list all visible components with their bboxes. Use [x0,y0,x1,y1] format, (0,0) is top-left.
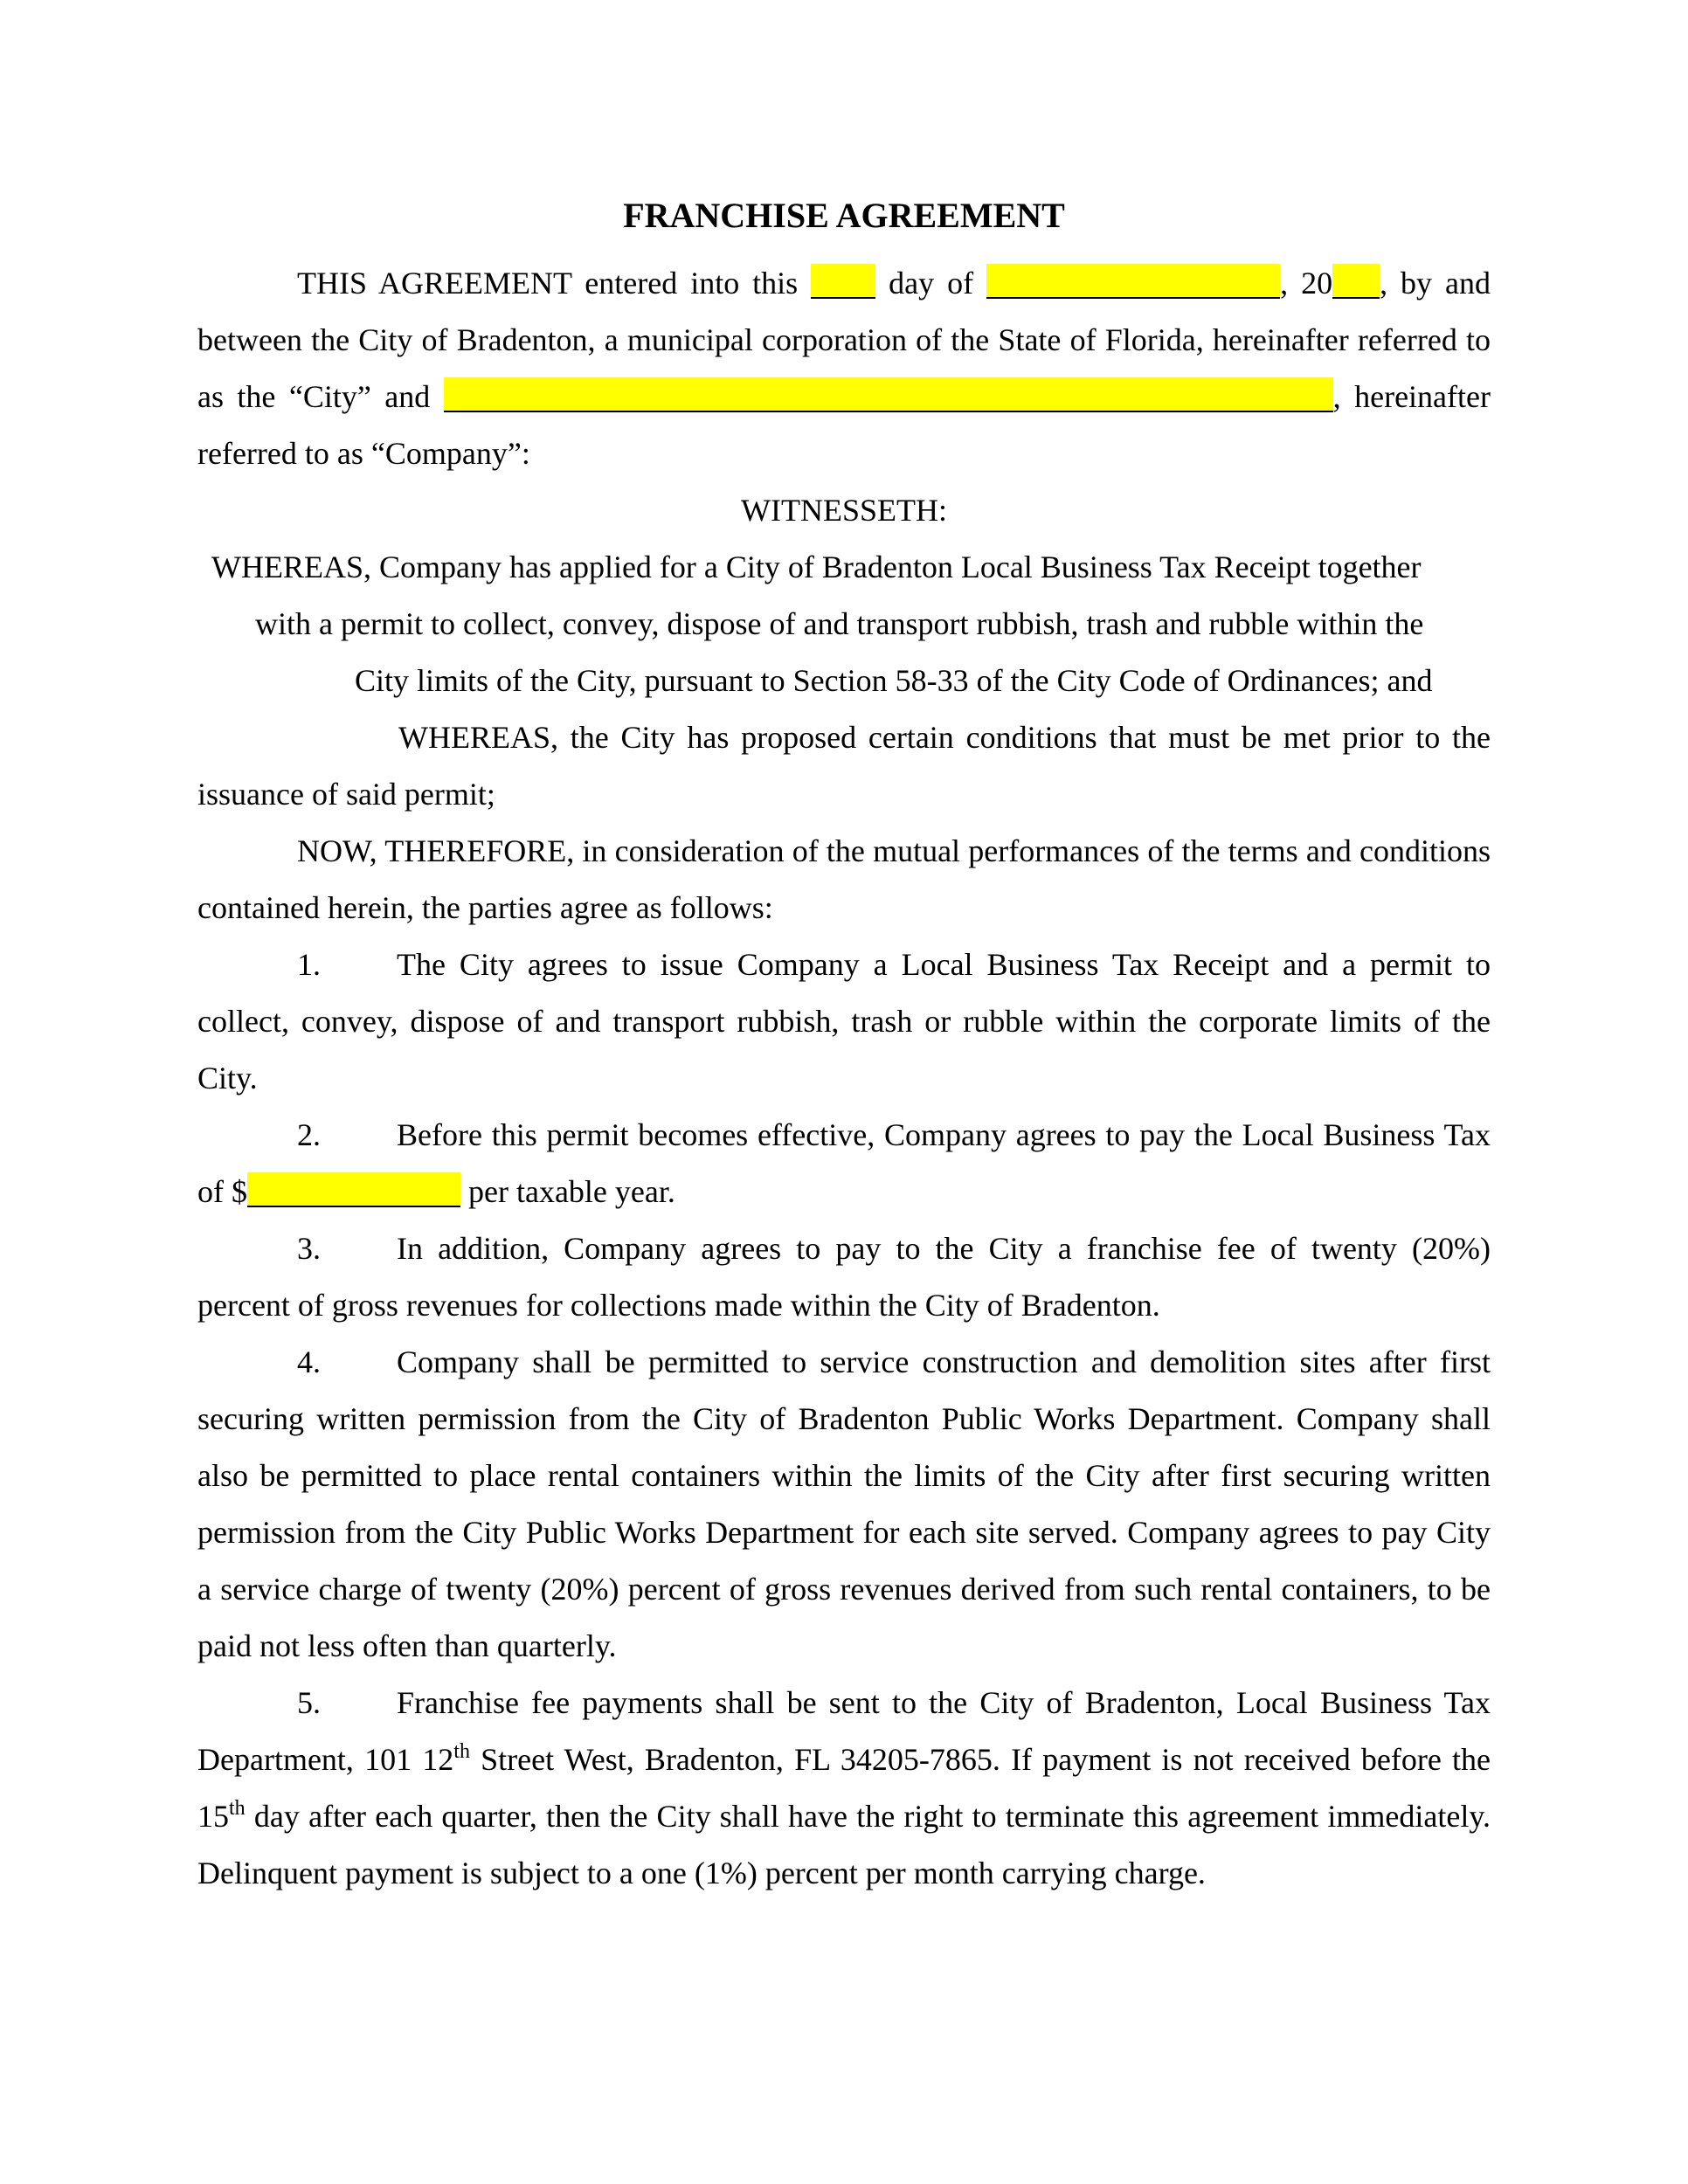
year-blank[interactable] [1332,264,1380,299]
item-5-text-b: Street West, Bradenton, FL 34205-7865. If payment is not received before the 15 [197,1742,1491,1834]
item-5-superscript-b: th [229,1797,246,1820]
intro-paragraph [197,255,1491,482]
whereas-1-line-3: City limits of the City, pursuant to Section 58-33 of the City Code of Ordinances; and [355,663,1433,698]
whereas-2-paragraph: WHEREAS, the City has proposed certain conditions that must be met prior to the issuance of said permit; [197,720,1491,812]
item-2-number: 2. [297,1117,321,1152]
tax-amount-blank[interactable] [247,1172,460,1207]
item-2-text-a: Before this permit becomes effective, Company agrees to pay the Local Business Tax of $ [197,1117,1491,1209]
company-name-blank[interactable] [444,377,1333,412]
item-3 [197,1220,1491,1334]
intro-text-3: , 20 [1280,266,1333,301]
item-4-number: 4. [297,1344,321,1379]
intro-text-4: , by and between the City of Bradenton, a municipal corporation of the State of Florida, hereinafter referred to as the “City” and [197,266,1491,414]
item-4 [197,1334,1491,1675]
whereas-1-line-2: with a permit to collect, convey, dispose of and transport rubbish, trash and rubble within the [255,606,1424,641]
item-2 [197,1107,1491,1220]
item-3-number: 3. [297,1231,321,1266]
now-therefore-paragraph: NOW, THEREFORE, in consideration of the mutual performances of the terms and conditions contained herein, the parties agree as follows: [197,833,1491,925]
document-title: FRANCHISE AGREEMENT [623,196,1065,235]
item-5-superscript-a: th [453,1740,470,1763]
item-3-text: In addition, Company agrees to pay to the City a franchise fee of twenty (20%) percent of gross revenues for collections made within the City of Bradenton. [197,1231,1491,1323]
item-2-text-b: per taxable year. [460,1174,675,1209]
intro-text-2: day of [875,266,987,301]
item-4-text: Company shall be permitted to service construction and demolition sites after first securing written permission from the City of Bradenton Public Works Department. Company shall also be permitted to place rental containers within the limits of the City after first securing written permission from the City Public Works Department for each site served. Company agrees to pay City a service charge of twenty (20%) percent of gross revenues derived from such rental containers, to be paid not less often than quarterly. [197,1344,1491,1663]
item-5-text-a: Franchise fee payments shall be sent to the City of Bradenton, Local Business Tax Department, 101 12 [197,1685,1491,1777]
whereas-1-line-1: WHEREAS, Company has applied for a City of Bradenton Local Business Tax Receipt together [211,549,1422,584]
item-1-text: The City agrees to issue Company a Local Business Tax Receipt and a permit to collect, convey, dispose of and transport rubbish, trash or rubble within the corporate limits of the City. [197,947,1491,1095]
intro-text-5: , hereinafter referred to as “Company”: [197,379,1491,471]
item-5-number: 5. [297,1685,321,1720]
day-blank[interactable] [811,264,875,299]
document-page [197,194,1491,1902]
item-5 [197,1675,1491,1902]
intro-text-1: THIS AGREEMENT entered into this [297,266,812,301]
witnesseth-heading: WITNESSETH: [741,493,947,528]
item-1-number: 1. [297,947,321,982]
item-1 [197,936,1491,1107]
month-blank[interactable] [986,264,1280,299]
item-5-text-c: day after each quarter, then the City shall have the right to terminate this agreement immediately. Delinquent payment is subject to a one (1%) percent per month carrying charge. [197,1799,1491,1890]
